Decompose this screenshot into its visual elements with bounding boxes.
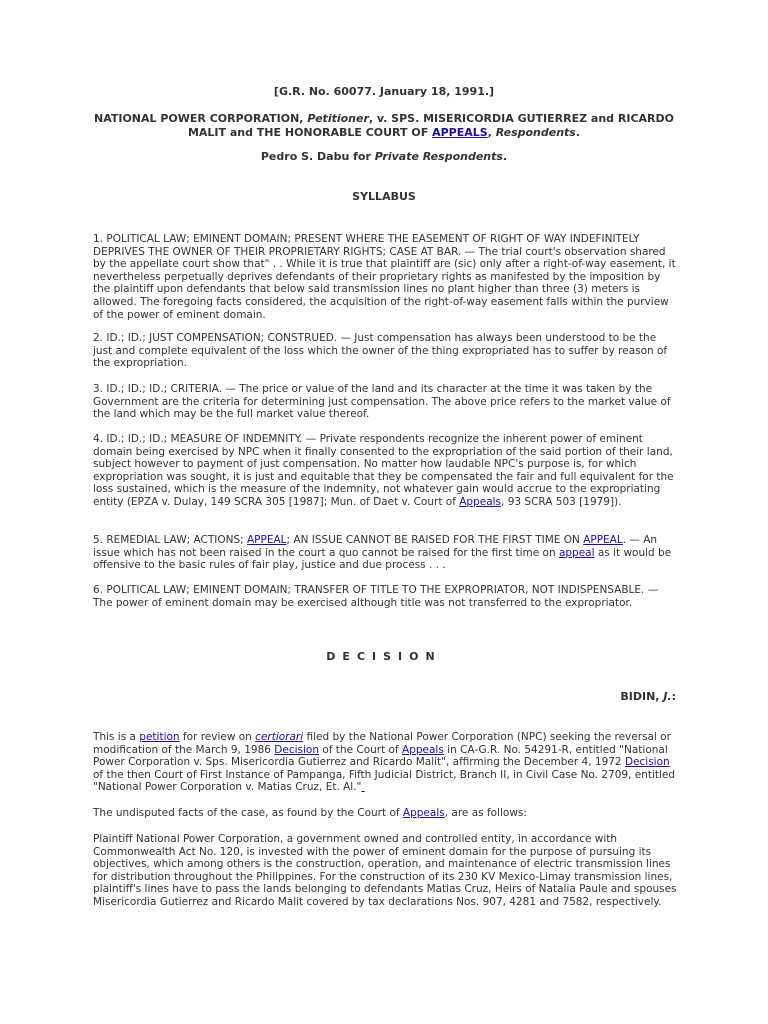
syllabus-item-4-text: 4. ID.; ID.; ID.; MEASURE OF INDEMNITY. — Private respondents recognize the inherent power of eminent domain being exercised by NPC when it finally consented to the expropriation of the said portion of their land, subject however to payment of just compensation. No matter how laudable NPC's purpose is, for which expropriation was sought, it is just and equitable that they be compensated the fair and full equivalent for the loss sustained, which is the measure of the indemnity, not whatever gain would accrue to the expropriating entity (EPZA v. Dulay, 149 SCRA 305 [1987]; Mun. of Daet v. Court of	[93, 433, 674, 508]
syllabus-item-5-text: 5. REMEDIAL LAW; ACTIONS;	[93, 534, 247, 546]
decision-text: of the then Court of First Instance of Pampanga, Fifth Judicial District, Branch II, in Civil Case No. 2709, entitled "National Power Corporation v. Matias Cruz, Et. Al."	[93, 768, 676, 794]
case-title	[92, 112, 676, 140]
case-title-end: .	[575, 126, 581, 139]
case-title-part-c: ,	[487, 126, 496, 139]
syllabus-item-4	[93, 433, 677, 509]
respondents-label: Respondents	[495, 126, 576, 139]
decision-text: , are as follows:	[444, 807, 527, 819]
appeals-link[interactable]: APPEALS	[432, 126, 488, 139]
syllabus-item-2: 2. ID.; ID.; JUST COMPENSATION; CONSTRUED. — Just compensation has always been understood to be the just and complete equivalent of the loss which the owner of the thing expropriated has to suffer by reason of the expropriation.	[93, 332, 668, 370]
footnote-link[interactable]	[361, 781, 364, 793]
appeals-link[interactable]: Appeals	[402, 807, 445, 819]
syllabus-item-5-text: ; AN ISSUE CANNOT BE RAISED FOR THE FIRST TIME ON	[286, 534, 584, 546]
syllabus-item-5	[93, 534, 677, 572]
appeals-link[interactable]: Appeals	[459, 495, 502, 508]
syllabus-item-1: 1. POLITICAL LAW; EMINENT DOMAIN; PRESENT WHERE THE EASEMENT OF RIGHT OF WAY INDEFINITELY DEPRIVES THE OWNER OF THEIR PROPRIETARY RIGHTS; CASE AT BAR. — The trial court's observation shared by the appellate court show that" . . While it is true that plaintiff are (sic) only after a right-of-way easement, it nevertheless perpetually deprives defendants of their proprietary rights as manifested by the imposition by the plaintiff upon defendants that below said transmission lines no plant higher than three (3) meters is allowed. The foregoing facts considered, the acquisition of the right-of-way easement falls within the purview of the power of eminent domain.	[93, 233, 676, 321]
decision-paragraph-3: Plaintiff National Power Corporation, a government owned and controlled entity, in accordance with Commonwealth Act No. 120, is invested with the power of eminent domain for the purpose of pursuing its objectives, which among others is the construction, operation, and maintenance of electric transmission lines for distribution throughout the Philippines. For the construction of its 230 KV Mexico-Limay transmission lines, plaintiff's lines have to pass the lands belonging to defendants Matias Cruz, Heirs of Natalia Paule and spouses Misericordia Gutierrez and Ricardo Malit covered by tax declarations Nos. 907, 4281 and 7582, respectively.	[93, 833, 677, 908]
ponente-line	[620, 690, 676, 704]
syllabus-heading: SYLLABUS	[352, 190, 416, 203]
appeal-link[interactable]: appeal	[558, 546, 595, 559]
decision-link[interactable]: Decision	[274, 743, 319, 756]
decision-heading: DECISION	[326, 650, 442, 663]
decision-text: This is a	[93, 731, 140, 743]
counsel-name: Pedro S. Dabu for	[260, 150, 375, 163]
counsel-role: Private Respondents	[374, 150, 503, 163]
gr-number-line: [G.R. No. 60077. January 18, 1991.]	[273, 85, 495, 98]
certiorari-link[interactable]: certiorari	[255, 731, 304, 743]
syllabus-item-5-text: . — An issue which has not been raised in the court a quo cannot be raised for the first time on	[93, 534, 658, 559]
case-title-part-a: NATIONAL POWER CORPORATION,	[93, 112, 308, 125]
decision-paragraph-1	[93, 731, 677, 794]
decision-text: filed by the National Power Corporation (NPC) seeking the reversal or modification of the March 9, 1986	[93, 731, 671, 756]
decision-text: for review on	[179, 731, 256, 743]
appeal-link[interactable]: APPEAL	[247, 534, 287, 546]
decision-link[interactable]: Decision	[624, 756, 670, 769]
syllabus-item-6: 6. POLITICAL LAW; EMINENT DOMAIN; TRANSFER OF TITLE TO THE EXPROPRIATOR, NOT INDISPENSABLE. — The power of eminent domain may be exercised although title was not transferred to the expropriator.	[93, 584, 659, 609]
decision-text: of the Court of	[319, 743, 403, 756]
petition-link[interactable]: petition	[139, 731, 180, 743]
syllabus-item-4-end: , 93 SCRA 503 [1979]).	[501, 495, 622, 508]
case-title-part-b: , v. SPS. MISERICORDIA GUTIERREZ and RICARDO MALIT and THE HONORABLE COURT OF	[187, 112, 674, 139]
ponente-suffix: J.	[663, 690, 672, 703]
decision-text: in CA-G.R. No. 54291-R, entitled "National Power Corporation v. Sps. Misericordia Gutierrez and Ricardo Malit", affirming the December 4, 1972	[93, 743, 668, 769]
petitioner-label: Petitioner	[307, 112, 369, 125]
appeals-link[interactable]: Appeals	[402, 743, 444, 756]
syllabus-item-5-end: as it would be offensive to the basic rules of fair play, justice and due process . . .	[93, 546, 672, 572]
counsel-line	[92, 150, 676, 164]
syllabus-item-3: 3. ID.; ID.; ID.; CRITERIA. — The price or value of the land and its character at the time it was taken by the Government are the criteria for determining just compensation. The above price refers to the market value of the land which may be the full market value thereof.	[93, 383, 671, 421]
ponente-name: BIDIN,	[620, 690, 664, 703]
ponente-colon: :	[671, 690, 676, 703]
appeal-link[interactable]: APPEAL	[583, 534, 623, 546]
decision-paragraph-2	[93, 807, 677, 820]
counsel-end: .	[502, 150, 508, 163]
decision-text: The undisputed facts of the case, as found by the Court of	[93, 807, 403, 819]
